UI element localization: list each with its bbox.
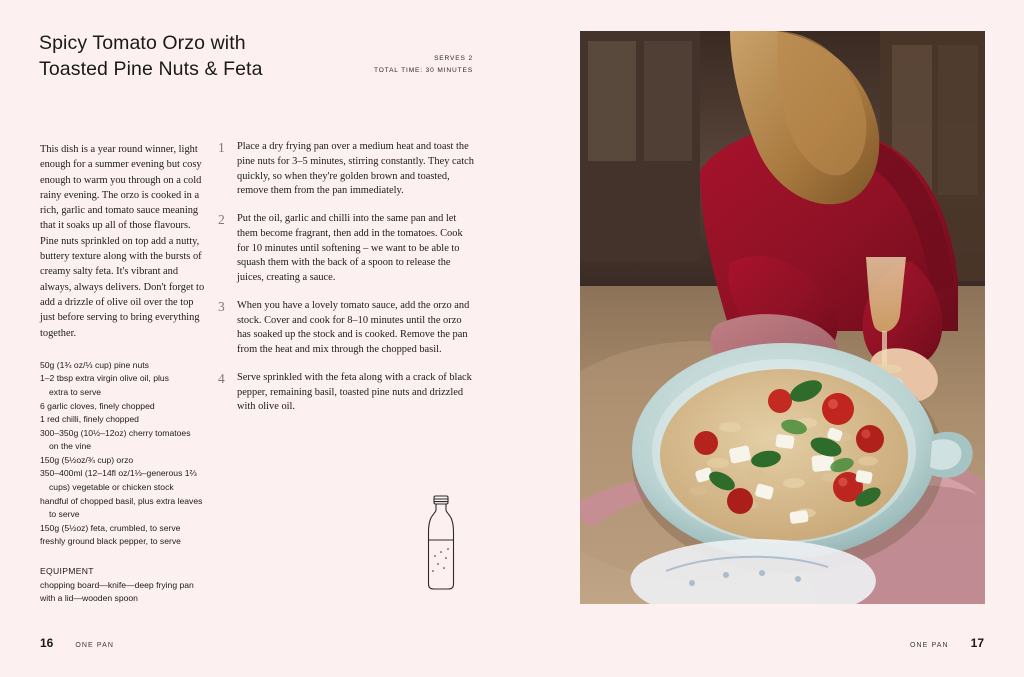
step-text: Put the oil, garlic and chilli into the same pan and let them become fragrant, then add in the tomatoes. Cook for 10 minutes until softening – we want to be able to squash them with the back of a spoon to release the juices, creating a sauce. xyxy=(237,213,463,284)
recipe-photo xyxy=(580,31,985,604)
page-number-right: 17 xyxy=(970,636,984,650)
total-time-label: TOTAL TIME: 30 MINUTES xyxy=(373,67,473,75)
step-text: When you have a lovely tomato sauce, add the orzo and stock. Cover and cook for 8–10 minutes until the orzo has soaked up the stock and is cooked. Remove the pan from the heat and mix through the chopped basil. xyxy=(237,299,470,356)
ingredient-item: 50g (1¾ oz/⅓ cup) pine nuts xyxy=(40,359,149,370)
footer-left xyxy=(40,636,114,650)
method-step xyxy=(218,212,476,286)
equipment-line: with a lid—wooden spoon xyxy=(40,593,138,604)
step-number: 1 xyxy=(218,140,225,155)
step-number: 2 xyxy=(218,212,225,228)
step-number: 3 xyxy=(218,298,225,314)
recipe-title-line-2: Toasted Pine Nuts & Feta xyxy=(39,57,263,80)
ingredient-item: 1 red chilli, finely chopped xyxy=(40,414,139,425)
chapter-label-left: ONE PAN xyxy=(75,642,115,649)
ingredient-item: 350–400ml (12–14fl oz/1⅓–generous 1⅔ xyxy=(40,468,197,479)
method-step xyxy=(218,371,476,415)
ingredient-item: 150g (5½oz/¾ cup) orzo xyxy=(40,454,134,465)
ingredient-item: on the vine xyxy=(49,441,92,452)
ingredients-list xyxy=(40,359,206,549)
chapter-label-right: ONE PAN xyxy=(909,642,949,649)
step-text: Serve sprinkled with the feta along with a crack of black pepper, remaining basil, toasted pine nuts and drizzled with olive oil. xyxy=(237,371,472,413)
recipe-title-line-1: Spicy Tomato Orzo with xyxy=(39,32,246,54)
ingredient-item: to serve xyxy=(49,509,80,520)
step-number: 4 xyxy=(218,370,225,386)
ingredient-item: 150g (5½oz) feta, crumbled, to serve xyxy=(40,522,181,533)
method-step xyxy=(218,299,476,358)
ingredient-item: 300–350g (10½–12oz) cherry tomatoes xyxy=(40,427,191,438)
ingredient-item: extra to serve xyxy=(49,387,102,398)
page-number-left: 16 xyxy=(40,636,54,650)
equipment-block xyxy=(40,565,206,606)
ingredient-item: cups) vegetable or chicken stock xyxy=(49,482,174,493)
step-text: Place a dry frying pan over a medium heat and toast the pine nuts for 3–5 minutes, stirring constantly. They catch quickly, so when they're golden brown and toasted, remove them from the pan immediately. xyxy=(237,141,474,197)
recipe-intro: This dish is a year round winner, light enough for a summer evening but cosy enough to warm you through on a cold rainy evening. The orzo is cooked in a rich, garlic and tomato sauce meaning that it soaks up all of those flavours. Pine nuts sprinkled on top add a nutty, buttery texture along with the bursts of creamy salty feta. It's vibrant and always, always delivers. Don't forget to add a drizzle of olive oil over the top just before serving to bring everything together. xyxy=(40,144,205,339)
recipe-meta xyxy=(273,53,473,77)
equipment-line: chopping board—knife—deep frying pan xyxy=(40,579,194,590)
ingredient-item: handful of chopped basil, plus extra leaves xyxy=(40,495,203,506)
method-step xyxy=(218,140,476,199)
ingredient-item: freshly ground black pepper, to serve xyxy=(40,536,181,547)
intro-and-ingredients-column xyxy=(40,142,206,606)
footer-right xyxy=(910,636,984,650)
water-bottle-illustration xyxy=(419,494,463,592)
method-column xyxy=(218,140,476,428)
ingredient-item: 1–2 tbsp extra virgin olive oil, plus xyxy=(40,373,169,384)
equipment-heading: EQUIPMENT xyxy=(40,565,94,576)
ingredient-item: 6 garlic cloves, finely chopped xyxy=(40,400,155,411)
serves-label: SERVES 2 xyxy=(434,55,473,62)
